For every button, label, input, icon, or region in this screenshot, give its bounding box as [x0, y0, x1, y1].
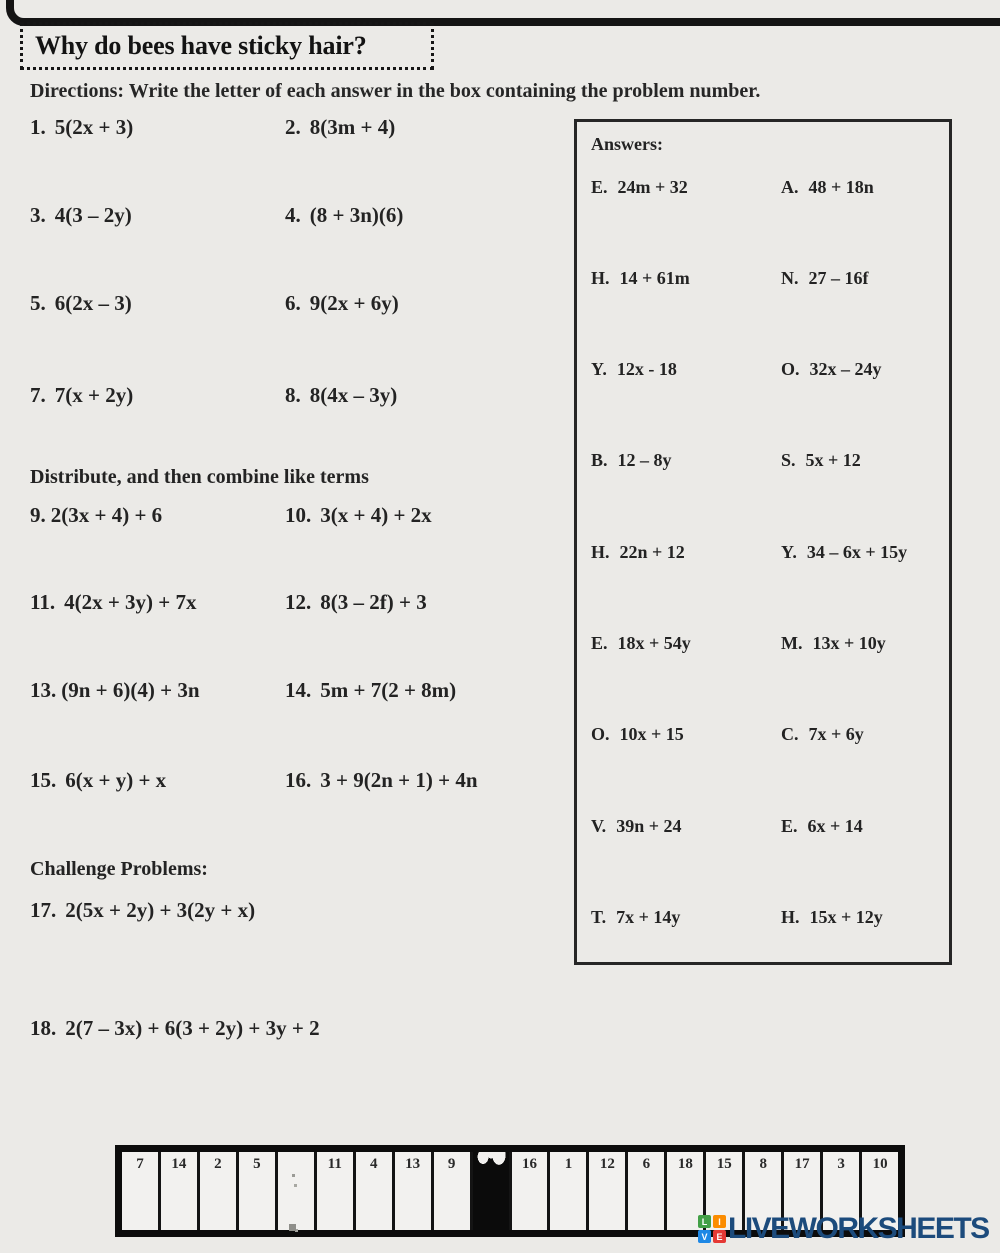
strip-cell-12[interactable]: 12 [589, 1152, 628, 1230]
liveworksheets-logo[interactable] [698, 1212, 989, 1246]
strip-cell-9[interactable]: 9 [434, 1152, 473, 1230]
strip-cell-8[interactable]: 8 [745, 1152, 784, 1230]
directions-text: Directions: Write the letter of each answer in the box containing the problem number. [30, 80, 761, 102]
problem-5: 5. 6(2x – 3) [30, 291, 132, 315]
strip-cell-13[interactable]: 13 [395, 1152, 434, 1230]
problem-17: 17. 2(5x + 2y) + 3(2y + x) [30, 898, 256, 922]
problem-11: 11. 4(2x + 3y) + 7x [30, 590, 197, 614]
problem-12: 12. 8(3 – 2f) + 3 [285, 590, 427, 614]
strip-cell-16[interactable]: 16 [512, 1152, 551, 1230]
answer-O1: O. 32x – 24y [781, 359, 882, 379]
problem-2: 2. 8(3m + 4) [285, 115, 396, 139]
answer-Y2: Y. 34 – 6x + 15y [781, 542, 908, 562]
strip-cell-15[interactable]: 15 [706, 1152, 745, 1230]
answer-H2: H. 22n + 12 [591, 542, 685, 562]
answer-N: N. 27 – 16f [781, 268, 869, 288]
problem-15: 15. 6(x + y) + x [30, 768, 167, 792]
logo-block-I: I [713, 1215, 726, 1228]
strip-cell-18[interactable]: 18 [667, 1152, 706, 1230]
liveworksheets-wordmark: LIVEWORKSHEETS [728, 1212, 989, 1245]
strip-cell-11[interactable]: 11 [317, 1152, 356, 1230]
answer-E2: E. 18x + 54y [591, 633, 691, 653]
challenge-heading: Challenge Problems: [30, 858, 208, 880]
problem-8: 8. 8(4x – 3y) [285, 383, 398, 407]
answer-H3: H. 15x + 12y [781, 907, 883, 927]
title-box [20, 22, 434, 70]
logo-block-V: V [698, 1230, 711, 1243]
strip-cell-14[interactable]: 14 [161, 1152, 200, 1230]
answer-A: A. 48 + 18n [781, 177, 874, 197]
problem-7: 7. 7(x + 2y) [30, 383, 134, 407]
problem-4: 4. (8 + 3n)(6) [285, 203, 404, 227]
answer-T: T. 7x + 14y [591, 907, 681, 927]
strip-cell-10[interactable]: 10 [872, 1156, 888, 1172]
answer-C: C. 7x + 6y [781, 724, 864, 744]
strip-cell-blank[interactable] [278, 1152, 317, 1230]
strip-cell-5[interactable]: 5 [239, 1152, 278, 1230]
strip-cell-17[interactable]: 17 [784, 1152, 823, 1230]
answer-M: M. 13x + 10y [781, 633, 886, 653]
strip-cell-6[interactable]: 6 [628, 1152, 667, 1230]
answer-S: S. 5x + 12 [781, 450, 861, 470]
answers-label: Answers: [591, 134, 663, 154]
problem-9: 9. 2(3x + 4) + 6 [30, 503, 163, 527]
answer-O2: O. 10x + 15 [591, 724, 684, 744]
answer-B: B. 12 – 8y [591, 450, 672, 470]
problem-3: 3. 4(3 – 2y) [30, 203, 132, 227]
answers-box [574, 119, 952, 965]
answer-V: V. 39n + 24 [591, 816, 682, 836]
logo-block-L: L [698, 1215, 711, 1228]
problem-1: 1. 5(2x + 3) [30, 115, 134, 139]
liveworksheets-blocks-icon [698, 1215, 726, 1243]
strip-cell-2[interactable]: 2 [200, 1152, 239, 1230]
problem-13: 13. (9n + 6)(4) + 3n [30, 678, 200, 702]
answer-E3: E. 6x + 14 [781, 816, 863, 836]
problem-18: 18. 2(7 – 3x) + 6(3 + 2y) + 3y + 2 [30, 1016, 320, 1040]
answer-E1: E. 24m + 32 [591, 177, 688, 197]
logo-block-E: E [713, 1230, 726, 1243]
strip-cell-3[interactable]: 3 [823, 1152, 862, 1230]
page-title: Why do bees have sticky hair? [35, 31, 367, 60]
strip-cell-7[interactable]: 7 [122, 1152, 161, 1230]
problem-16: 16. 3 + 9(2n + 1) + 4n [285, 768, 478, 792]
strip-cell-inkblot[interactable] [473, 1152, 512, 1230]
problem-14: 14. 5m + 7(2 + 8m) [285, 678, 457, 702]
answer-H1: H. 14 + 61m [591, 268, 690, 288]
strip-cell-4[interactable]: 4 [356, 1152, 395, 1230]
problem-6: 6. 9(2x + 6y) [285, 291, 399, 315]
strip-cell-1[interactable]: 1 [550, 1152, 589, 1230]
distribute-heading: Distribute, and then combine like terms [30, 466, 369, 488]
answer-Y1: Y. 12x - 18 [591, 359, 677, 379]
problem-10: 10. 3(x + 4) + 2x [285, 503, 432, 527]
